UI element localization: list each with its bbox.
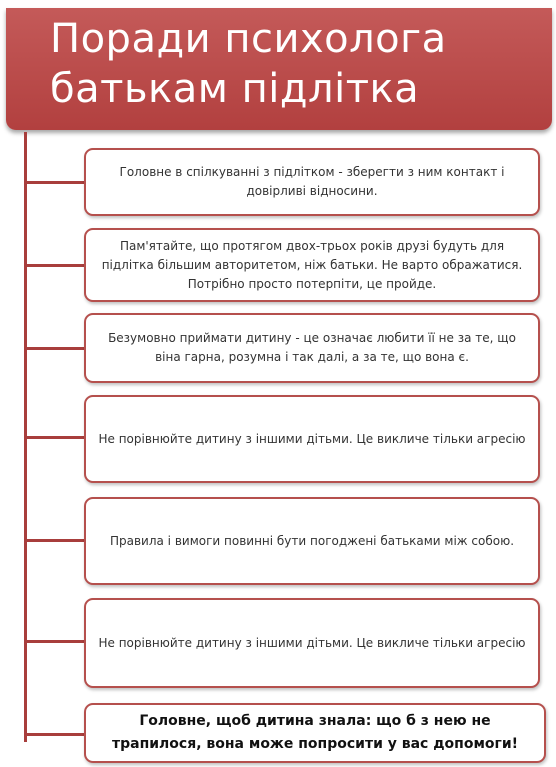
tip-box-5: [84, 497, 540, 585]
title-banner: [6, 8, 552, 130]
connector-branch-final: [24, 733, 84, 736]
connector-branch-4: [24, 436, 84, 439]
title-line-2: батькам підлітка: [50, 66, 420, 112]
final-tip-box: [84, 703, 546, 763]
tip-box-4: [84, 395, 540, 483]
tip-box-3: [84, 313, 540, 383]
tip-box-1: [84, 148, 540, 216]
tip-text-4: Не порівнюйте дитину з іншими дітьми. Це викличе тільки агресію: [98, 431, 526, 446]
tip-text-1: Головне в спілкуванні з підлітком - зберегти з ним контакт і довірливі відносини.: [119, 165, 505, 198]
tip-text-6: Не порівнюйте дитину з іншими дітьми. Це викличе тільки агресію: [98, 635, 526, 650]
connector-branch-1: [24, 181, 84, 184]
tip-text-5: Правила і вимоги повинні бути погоджені батьками між собою.: [109, 533, 515, 548]
tip-box-6: [84, 598, 540, 688]
connector-branch-3: [24, 347, 84, 350]
title-line-1: Поради психолога: [50, 16, 447, 62]
tip-text-2: Пам'ятайте, що протягом двох-трьох років друзі будуть для підлітка більшим авторитетом, ніж батьки. Не варто ображатися. Потрібно просто потерпіти, це пройде.: [101, 238, 523, 291]
tip-box-2: [84, 228, 540, 302]
connector-branch-2: [24, 264, 84, 267]
connector-branch-5: [24, 539, 84, 542]
final-tip-text: Головне, щоб дитина знала: що б з нею не трапилося, вона може попросити у вас допомоги!: [111, 713, 519, 752]
connector-branch-6: [24, 640, 84, 643]
tip-text-3: Безумовно приймати дитину - це означає любити її не за те, що віна гарна, розумна і так далі, а за те, що вона є.: [108, 331, 516, 364]
